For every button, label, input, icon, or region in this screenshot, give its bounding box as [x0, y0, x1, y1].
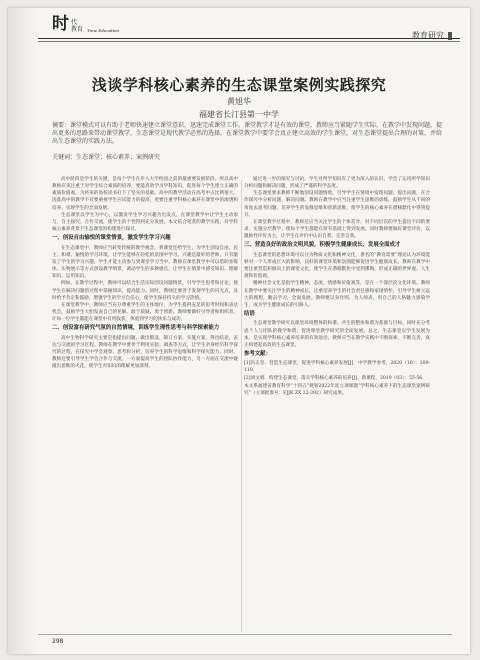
paragraph: 通过进一步的探究与讨论，学生对所学知识有了更为深入的认识，学会了运用所学知识分析问题和解决问题，形成了严谨的科学态度。	[244, 177, 430, 190]
paragraph: 高中生物科学研究主要是指提出问题、做出假设、制订方案、实施方案、得出结论、表达与交流的学习过程。教师在教学中要善于利用实验、调查等方式，让学生亲身经历科学探究的过程，在探究中学会观察、思考和分析，培养学生的科学思维和科学探究能力。同时，教师还要引导学生学会合作与交流，一方面提高学生的团队协作能力，另一方面在交流中碰撞出思维的火花，使学生对知识的理解更加深刻。	[52, 335, 238, 370]
paragraph: 在生态课堂中，教师应当转变传统的教学观念，将课堂还给学生，为学生创设自由、民主、和谐、愉悦的学习环境，让学生能够在轻松的氛围中学习。兴趣是最好的老师，只有激发了学生的学习兴趣，学生才能主动参与到课堂学习当中。教师在课堂教学中可以借助多媒体、实物展示等方式创设教学情景，调动学生的多种感官，让学生在情景中感受知识、理解知识、运用知识。	[52, 245, 238, 280]
header-rule	[38, 38, 460, 39]
paragraph: 在课堂教学过程中，教师还应当关注学生的个体差异，对不同层次的学生提出不同的要求，实施分层教学，使每个学生都能在原有基础上得到发展。同时教师要做好课堂评价，以激励性评价为主，让学生在评价中认识自我、完善自我。	[244, 219, 430, 240]
column-divider	[241, 180, 242, 632]
section-tag	[412, 30, 452, 41]
left-column	[52, 176, 238, 371]
logo-sub-2: 教育	[71, 26, 84, 33]
right-column	[244, 176, 430, 397]
section-label: 教育研究	[412, 31, 444, 40]
footer-rule	[38, 634, 452, 635]
paragraph: 在课堂教学中，教师应当充分尊重学生的主体地位，为学生提供充足的思考时间和表达机会，鼓励学生大胆发表自己的见解，敢于质疑、勇于创新。教师要做好引导者和组织者，让每一位学生都能在课堂中有所收获，体验到学习的快乐与成功。	[52, 302, 238, 323]
reference-item: [2]刘文娟．构建生态课堂，落实学科核心素养的培养[J]．新课程，2019（03）：55-56．	[244, 375, 427, 381]
paragraph: 高中阶段是学生的关键，是每个学生在步入大学校园之前的最重要发展阶段。所以高中教师应该注重于对学生综合素质的培养，要能高效学习学科知识，促进每个学生建立正确的素质价值观。为将来的高校读书打下了坚实的基础。高中的教学活动在高考中占比例很大，因此高中的教学不仅要重视学生应试能力的提高，更要注重学科核心素养在课堂中的渗透和培养，实现学生的全面发展。	[52, 177, 238, 211]
article-affiliation: 福建省长汀县第一中学	[199, 110, 279, 119]
logo-sub-1: 代	[71, 19, 78, 26]
conclusion-paragraph: 生态课堂教学研究以课堂环境整体的和谐、共生的整体和谐为基础与目标，同时充分考虑个人与团队的教学和谐，促进课堂教学研究的全面发展。总之，生态课堂以学生发展为本，是实现学科核心素养培养的有效途径，教师应当在教学实践中不断探索，不断完善，真正构建起高效的生态课堂。	[244, 321, 430, 348]
section-heading-3: 三、营造良好的政治文明风貌，积极学生健康成长、发展全面成才	[244, 242, 401, 249]
reference-item: [1]冯志坚．营造生态课堂，促进学科核心素养发展[J]．中学教学参考，2020（16）：109-110．	[244, 361, 430, 374]
paragraph: 生态课堂要求教师不断地创设问题情境，引导学生在情境中发现问题、提出问题，在合作探究中分析问题、解决问题。教师在教学中应当注重学生思维的训练，鼓励学生从不同的角度去思考问题，培养学生的发散思维和创新思维，使学生的核心素养在潜移默化中得到提升。	[244, 191, 430, 218]
conclusion-heading: 结语	[244, 311, 255, 318]
journal-logo	[52, 16, 119, 33]
logo-subtitle	[71, 19, 83, 33]
page-number: 298	[52, 638, 64, 645]
article-keywords: 关键词：生态课堂；核心素养；案例研究	[52, 154, 161, 161]
section-heading-2: 二、创设富有研究气氛的自然情境，训练学生理性思考与科学探索能力	[52, 325, 220, 332]
logo-character: 时	[52, 14, 69, 34]
paragraph: 生态课堂以学生为中心，以激发学生学习兴趣为出发点，在课堂教学中让学生主动参与、自主探究、合作交流，使学生的个性得到充分发展。本文结合笔者的教学实践，对学科核心素养背景下生态课堂的构建进行探讨。	[52, 212, 238, 233]
section-heading-1: 一、创设自由愉悦的课堂情景，激发学生学习兴趣	[52, 235, 171, 242]
logo-english: Time Education	[87, 28, 119, 33]
header-rule-secondary	[38, 41, 460, 42]
paragraph: 例如，在教学过程中，教师可以结合生活实际创设问题情景，引导学生思考和讨论，使学生在解决问题的过程中掌握知识，提高能力。同时，教师还要善于发现学生的闪光点，及时给予肯定和鼓励，增强学生的学习自信心，使学生保持持久的学习热情。	[52, 281, 238, 301]
article-author: 黄旭华	[227, 97, 251, 106]
article-abstract: 摘要：课堂模式可以有助于老师快速建立课堂意识，迅速完成课堂工作。课堂教学才是有效的课堂，教师应当紧随学生实际，在教学中发现问题，提出更多的思路来带动课堂教学，生态课堂是现代教学必然的选择，在课堂教学中要学会真正建立高效的学生课堂，对生态课堂提出合理的对策，并给出生态课堂的实践方法。	[52, 122, 443, 145]
paragraph: 生态课堂的思想环境可以分为物质文化和精神文化，著名的“教育需要”理论认为环境能够对一个人形成巨大的影响，良好的课堂环境和氛围能够促进学生健康成长。教师在教学中要注重营造积极向上的课堂文化，使学生在潜移默化中受到熏陶，形成正确的世界观、人生观和价值观。	[244, 252, 430, 280]
paragraph: 精神社会文化是指学生精神、态度、情感和价值观等，是在一个深层次文化环境。教师在教学中要关注学生的精神成长，注重培养学生的社会责任感和家国情怀，引导学生树立远大的理想，勤奋学习，全面发展。教师要以身作则，为人师表，用自己的人格魅力感染学生，成为学生健康成长的引路人。	[244, 281, 430, 308]
references-heading: 参考文献：	[244, 351, 271, 358]
article-title: 浅谈学科核心素养的生态课堂案例实践探究	[91, 76, 387, 94]
funding-note: 本文系福建省教育科学“十四五”规划2022年度立项课题“学科核心素养下的生态课堂案例研究”（立项批准号：FJJK ZX 22-392）研究成果。	[244, 383, 430, 396]
journal-page	[8, 8, 470, 654]
